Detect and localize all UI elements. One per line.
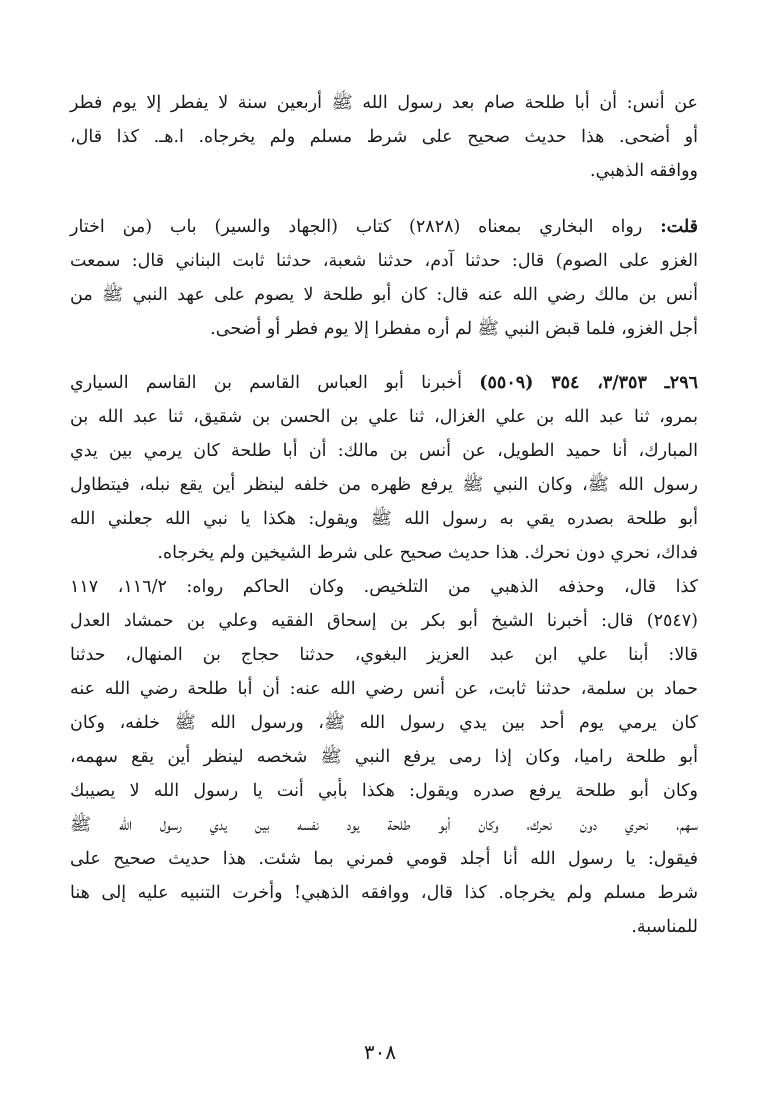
page-body	[70, 86, 698, 944]
text-line: أبو طلحة بصدره يقي به رسول الله ﷺ ويقول: هكذا يا نبي الله جعلني الله	[70, 509, 698, 529]
text-line	[70, 366, 698, 400]
text-line: فداك، نحري دون نحرك. هذا حديث صحيح على شرط الشيخين ولم يخرجاه.	[157, 543, 698, 563]
text-line: ووافقه الذهبي.	[590, 161, 698, 181]
text-line: عن أنس: أن أبا طلحة صام بعد رسول الله ﷺ أربعين سنة لا يفطر إلا يوم فطر	[70, 93, 698, 113]
text-line: قالا: أبنا علي ابن عبد العزيز البغوي، حدثنا حجاج بن المنهال، حدثنا	[70, 645, 698, 665]
hadith-number: ٢٩٦ـ ٣/٣٥٣، ٣٥٤ (٥٥٠٩)	[479, 373, 698, 393]
text-line: حماد بن سلمة، حدثنا ثابت، عن أنس رضي الله عنه: أن أبا طلحة رضي الله عنه	[70, 679, 698, 699]
paragraph-2	[70, 210, 698, 346]
text-line: شرط مسلم ولم يخرجاه. كذا قال، ووافقه الذهبي! وأخرت التنبيه عليه إلى هنا	[70, 883, 698, 903]
text-line: الغزو على الصوم) قال: حدثنا آدم، حدثنا شعبة، حدثنا ثابت البناني قال: سمعت	[70, 251, 698, 271]
text-line: أو أضحى. هذا حديث صحيح على شرط مسلم ولم يخرجاه. ا.هـ. كذا قال،	[70, 127, 698, 147]
text-line: كذا قال، وحذفه الذهبي من التلخيص. وكان الحاكم رواه: ١١٦/٢، ١١٧	[70, 577, 698, 597]
text-line: أبو طلحة راميا، وكان إذا رمى يرفع النبي ﷺ شخصه لينظر أين يقع سهمه،	[70, 747, 698, 767]
text-line: كان يرمي يوم أحد بين يدي رسول الله ﷺ، ورسول الله ﷺ خلفه، وكان	[70, 713, 698, 733]
text-line-rest: رواه البخاري بمعناه (٢٨٢٨) كتاب (الجهاد والسير) باب (من اختار	[70, 217, 643, 237]
text-line: رسول الله ﷺ، وكان النبي ﷺ يرفع ظهره من خلفه لينظر أين يقع نبله، فيتطاول	[70, 475, 698, 495]
text-line: للمناسبة.	[631, 917, 698, 937]
text-line-rest: أخبرنا أبو العباس القاسم بن القاسم السياري	[70, 373, 462, 393]
text-line: (٢٥٤٧) قال: أخبرنا الشيخ أبو بكر بن إسحاق الفقيه وعلي بن حمشاد العدل	[70, 611, 698, 631]
text-line: أجل الغزو، فلما قبض النبي ﷺ لم أره مفطرا إلا يوم فطر أو أضحى.	[210, 319, 698, 339]
text-line: وكان أبو طلحة يرفع صدره ويقول: هكذا بأبي أنت يا رسول الله لا يصيبك	[70, 781, 698, 801]
text-line	[70, 210, 698, 244]
text-line: بمرو، ثنا عبد الله بن علي الغزال، ثنا علي بن الحسن بن شقيق، ثنا عبد الله بن	[70, 407, 698, 427]
text-line: فيقول: يا رسول الله أنا أجلد قومي فمرني بما شئت. هذا حديث صحيح على	[70, 849, 698, 869]
text-line: المبارك، أنا حميد الطويل، عن أنس بن مالك: أن أبا طلحة كان يرمي بين يدي	[70, 441, 698, 461]
text-line: سهم، نحري دون نحرك، وكان أبو طلحة يود نفسه بين يدي رسول الله ﷺ	[70, 815, 698, 835]
text-line: أنس بن مالك رضي الله عنه قال: كان أبو طلحة لا يصوم على عهد النبي ﷺ من	[70, 285, 698, 305]
qultu-label: قلت:	[660, 217, 698, 237]
paragraph-3	[70, 366, 698, 944]
paragraph-1	[70, 86, 698, 188]
page-number: ٣٠٨	[363, 1040, 397, 1064]
